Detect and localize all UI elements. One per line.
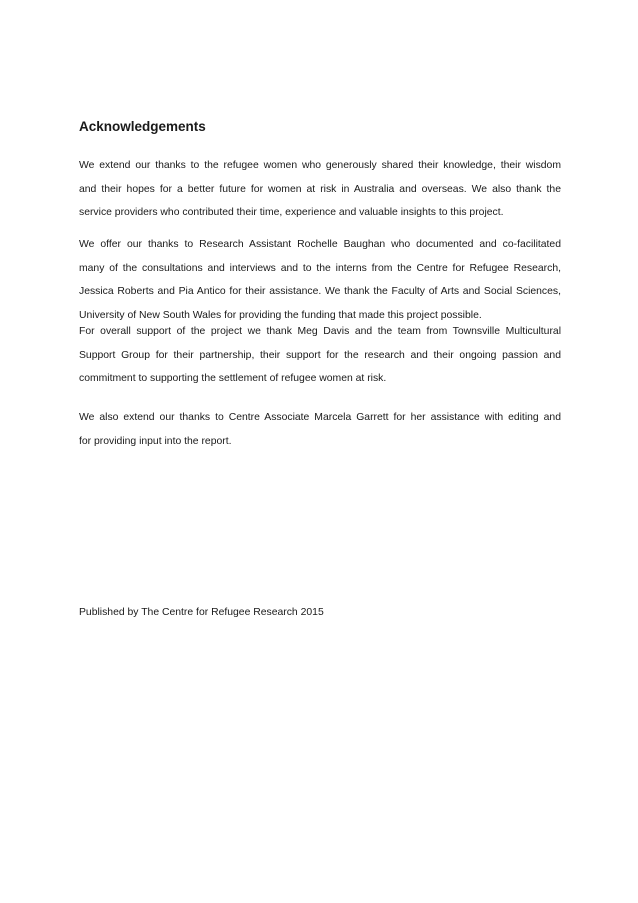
paragraph-2-line-3: Jessica Roberts and Pia Antico for their assistance. We thank the Faculty of Arts and Social Sciences, — [79, 286, 561, 297]
paragraph-4-line-2: for providing input into the report. — [79, 435, 232, 447]
paragraph-3 — [79, 320, 561, 391]
page-title: Acknowledgements — [79, 119, 206, 134]
paragraph-2-line-2: many of the consultations and interviews and to the interns from the Centre for Refugee Research, — [79, 262, 561, 274]
paragraph-1-line-3: service providers who contributed their time, experience and valuable insights to this project. — [79, 207, 504, 218]
paragraph-1-line-1: We extend our thanks to the refugee women who generously shared their knowledge, their wisdom — [79, 160, 561, 171]
paragraph-2 — [79, 233, 561, 327]
publisher-line: Published by The Centre for Refugee Research 2015 — [79, 607, 324, 618]
paragraph-3-line-2: Support Group for their partnership, their support for the research and their ongoing passion and — [79, 349, 561, 361]
paragraph-4-line-1: We also extend our thanks to Centre Associate Marcela Garrett for her assistance with editing and — [79, 412, 561, 423]
paragraph-1 — [79, 154, 561, 225]
paragraph-3-line-3: commitment to supporting the settlement of refugee women at risk. — [79, 373, 387, 384]
paragraph-3-line-1: For overall support of the project we thank Meg Davis and the team from Townsville Multicultural — [79, 326, 561, 337]
paragraph-4 — [79, 406, 561, 453]
paragraph-2-line-4: University of New South Wales for providing the funding that made this project possible. — [79, 309, 482, 321]
paragraph-2-line-1: We offer our thanks to Research Assistant Rochelle Baughan who documented and co-facilitated — [79, 239, 561, 250]
paragraph-1-line-2: and their hopes for a better future for women at risk in Australia and overseas. We also thank the — [79, 183, 561, 195]
